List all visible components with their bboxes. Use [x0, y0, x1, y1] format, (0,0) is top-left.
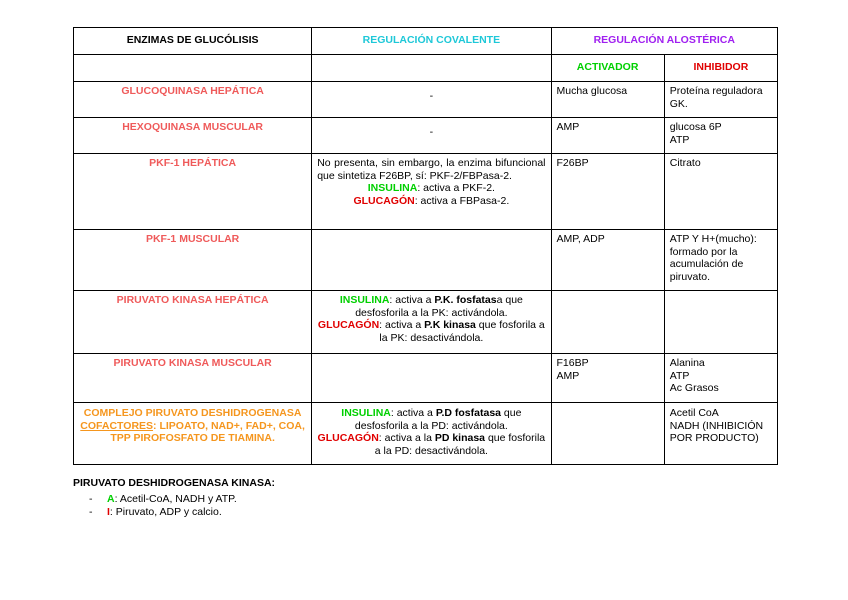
table-subheader-row: [74, 55, 778, 82]
covalent-text: No presenta, sin embargo, la enzima bifuncional que sintetiza F26BP, sí: PKF-2/FBPasa-2.: [317, 157, 546, 182]
covalent-cell: [312, 354, 551, 403]
notes-title: PIRUVATO DESHIDROGENASA KINASA:: [73, 477, 276, 489]
inhibitor-line: NADH (INHIBICIÓN POR PRODUCTO): [669, 419, 764, 444]
insulin-label: INSULINA: [339, 294, 390, 306]
header-activator: ACTIVADOR: [551, 55, 664, 82]
header-enzymes: ENZIMAS DE GLUCÓLISIS: [74, 28, 312, 55]
inhibitor-cell: [664, 403, 777, 465]
inhibitor-line: glucosa 6P: [669, 121, 722, 133]
insulin-line: [317, 182, 545, 195]
covalent-cell: [312, 403, 551, 465]
cofactors-line: [79, 420, 306, 445]
inhibitor-line: Ac Grasos: [669, 382, 719, 394]
enzyme-cell: [74, 403, 312, 465]
activator-cell: [551, 403, 664, 465]
inhibitor-cell: ATP Y H+(mucho): formado por la acumulación de piruvato.: [664, 230, 777, 291]
header-covalent: REGULACIÓN COVALENTE: [312, 28, 551, 55]
cofactors-text: : LIPOATO, NAD+, FAD+, COA, TPP PIROFOSFATO DE TIAMINA.: [110, 419, 305, 444]
table-row: [74, 154, 778, 230]
covalent-cell: -: [312, 118, 551, 154]
glucagon-line: [317, 195, 545, 208]
insulin-label: INSULINA: [341, 407, 391, 419]
subheader-empty-1: [74, 55, 312, 82]
covalent-cell: -: [312, 82, 551, 118]
glucagon-label: GLUCAGÓN: [317, 319, 380, 331]
activator-cell: AMP: [551, 118, 664, 154]
table-row: [74, 118, 778, 154]
inhibitor-label: I: [107, 506, 110, 518]
table-header-row: [74, 28, 778, 55]
insulin-text-end: a que desfosforila a la PK: activándola.: [355, 294, 523, 319]
glucagon-text: : activa a la: [378, 432, 435, 444]
activator-line: AMP: [556, 369, 580, 382]
inhibitor-line: ATP: [669, 133, 690, 146]
glucagon-line: [317, 432, 545, 457]
inhibitor-cell: [664, 291, 777, 354]
insulin-line: [317, 407, 545, 432]
insulin-text: : activa a: [389, 294, 435, 306]
insulin-target: P.D fosfatasa: [435, 407, 501, 419]
inhibitor-line: Alanina: [669, 357, 705, 369]
enzyme-name: COMPLEJO PIRUVATO DESHIDROGENASA: [83, 407, 302, 419]
activator-cell: [551, 354, 664, 403]
glucagon-line: [317, 319, 545, 344]
enzyme-cell: PIRUVATO KINASA HEPÁTICA: [74, 291, 312, 354]
glucagon-text: : activa a: [379, 319, 425, 331]
glycolysis-enzymes-table: [73, 27, 778, 465]
insulin-line: [317, 294, 545, 319]
enzyme-cell: PKF-1 MUSCULAR: [74, 230, 312, 291]
pdh-kinase-notes: [73, 477, 275, 519]
insulin-text: : activa a: [390, 407, 436, 419]
table-row: [74, 291, 778, 354]
subheader-empty-2: [312, 55, 551, 82]
enzyme-cell: GLUCOQUINASA HEPÁTICA: [74, 82, 312, 118]
activator-line: F16BP: [556, 357, 589, 369]
table-row: [74, 403, 778, 465]
glucagon-label: GLUCAGÓN: [353, 194, 415, 207]
table-row: [74, 230, 778, 291]
activator-label: A: [107, 493, 115, 505]
insulin-target: P.K. fosfatas: [434, 294, 497, 306]
header-allosteric: REGULACIÓN ALOSTÉRICA: [551, 28, 778, 55]
activator-cell: AMP, ADP: [551, 230, 664, 291]
glucagon-text-end: que fosforila a la PD: desactivándola.: [374, 432, 546, 457]
activator-cell: [551, 291, 664, 354]
activator-cell: Mucha glucosa: [551, 82, 664, 118]
inhibitors-note: [73, 506, 275, 519]
inhibitor-cell: Citrato: [664, 154, 777, 230]
covalent-cell: [312, 154, 551, 230]
enzyme-cell: HEXOQUINASA MUSCULAR: [74, 118, 312, 154]
inhibitor-text: : Piruvato, ADP y calcio.: [109, 506, 222, 518]
inhibitor-cell: [664, 354, 777, 403]
activator-text: : Acetil-CoA, NADH y ATP.: [114, 493, 237, 505]
header-inhibitor: INHIBIDOR: [664, 55, 777, 82]
bullet-dash: -: [89, 506, 93, 518]
enzyme-cell: PIRUVATO KINASA MUSCULAR: [74, 354, 312, 403]
inhibitor-line: Acetil CoA: [669, 407, 719, 419]
table-row: [74, 82, 778, 118]
enzyme-cell: PKF-1 HEPÁTICA: [74, 154, 312, 230]
activator-cell: F26BP: [551, 154, 664, 230]
activators-note: [73, 493, 275, 506]
inhibitor-cell: Proteína reguladora GK.: [664, 82, 777, 118]
inhibitor-line: ATP: [669, 369, 690, 382]
glucagon-text: : activa a FBPasa-2.: [414, 194, 510, 207]
glucagon-target: P.K kinasa: [424, 319, 476, 331]
glucagon-target: PD kinasa: [434, 432, 486, 444]
insulin-text: : activa a PKF-2.: [417, 182, 495, 194]
covalent-cell: [312, 230, 551, 291]
table-row: [74, 354, 778, 403]
cofactors-label: COFACTORES: [80, 419, 154, 432]
glucagon-text-end: que fosforila a la PK: desactivándola.: [379, 319, 545, 344]
insulin-label: INSULINA: [367, 182, 418, 194]
bullet-dash: -: [89, 493, 93, 505]
insulin-text-end: que desfosforila a la PD: activándola.: [354, 407, 522, 432]
glucagon-label: GLUCAGÓN: [317, 432, 379, 444]
covalent-cell: [312, 291, 551, 354]
inhibitor-cell: [664, 118, 777, 154]
